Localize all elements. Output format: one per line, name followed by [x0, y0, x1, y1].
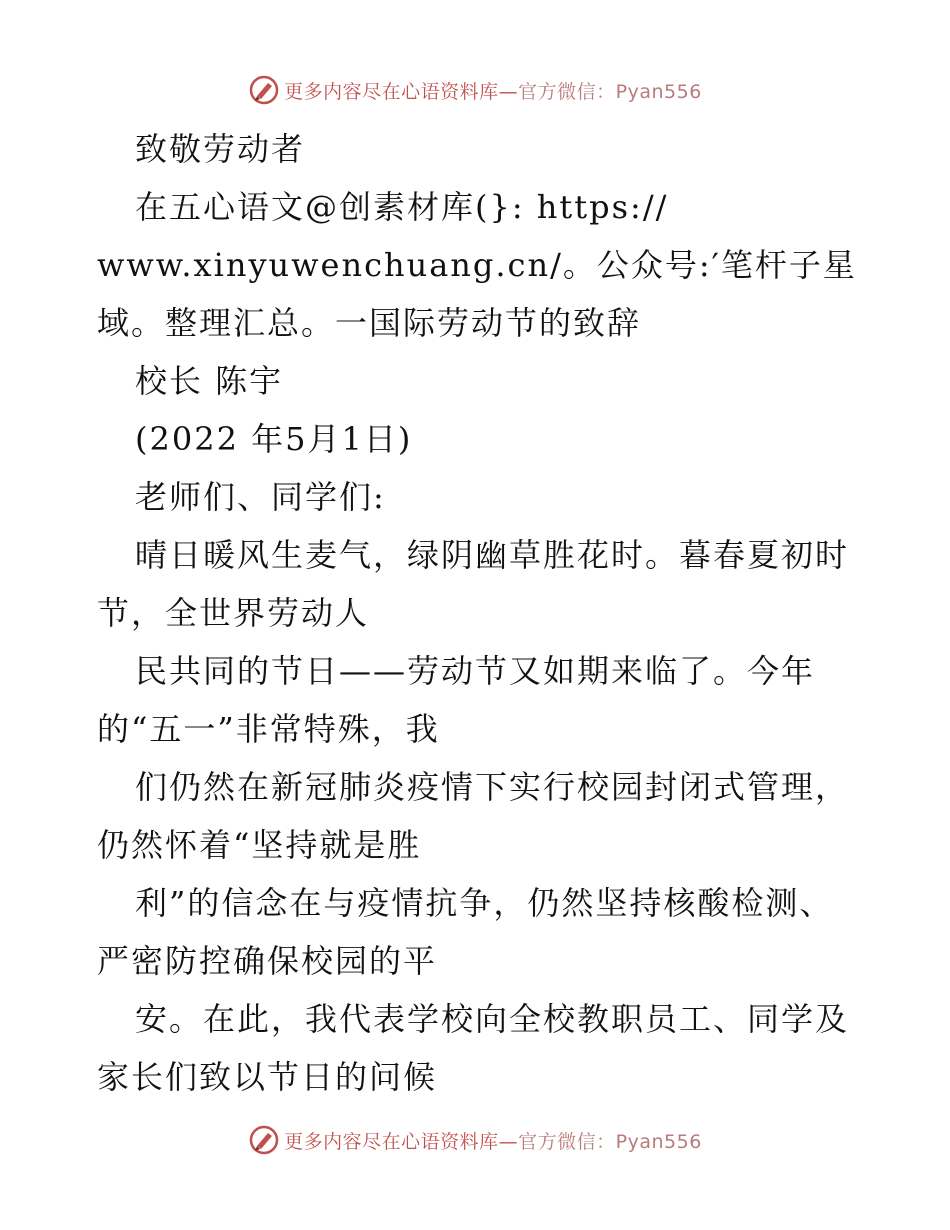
- text-line: 域。整理汇总。一国际劳动节的致辞: [97, 304, 642, 342]
- text-line: 仍然怀着“坚持就是胜: [97, 826, 422, 864]
- text-line: 安。在此，我代表学校向全校教职员工、同学及: [135, 1000, 850, 1038]
- text-line: 家长们致以节日的问候: [97, 1058, 438, 1096]
- text-line: 在五心语文@创素材库(}: https://: [135, 188, 669, 226]
- text-line: 晴日暖风生麦气，绿阴幽草胜花时。暮春夏初时: [135, 536, 850, 574]
- footer-watermark: [0, 1120, 950, 1160]
- text-line: 校长 陈宇: [135, 362, 284, 400]
- document-body: [97, 120, 867, 1106]
- text-line: 民共同的节日——劳动节又如期来临了。今年: [135, 652, 816, 690]
- watermark-text: 更多内容尽在心语资料库—官方微信：Pyan556: [284, 80, 702, 103]
- text-line: 节，全世界劳动人: [97, 594, 370, 632]
- header-watermark: [0, 70, 950, 110]
- text-line: 的“五一”非常特殊，我: [97, 710, 440, 748]
- brand-logo-icon: [248, 74, 280, 106]
- text-line: (2022 年5月1日): [135, 420, 413, 458]
- text-line: 老师们、同学们:: [135, 478, 386, 516]
- text-line: 们仍然在新冠肺炎疫情下实行校园封闭式管理，: [135, 768, 850, 806]
- brand-logo-icon: [248, 1124, 280, 1156]
- text-line: 严密防控确保校园的平: [97, 942, 438, 980]
- text-line: 利”的信念在与疫情抗争，仍然坚持核酸检测、: [135, 884, 834, 922]
- watermark-text: 更多内容尽在心语资料库—官方微信：Pyan556: [284, 1130, 702, 1153]
- text-line: www.xinyuwenchuang.cn/。公众号:′笔杆子星: [97, 246, 857, 284]
- text-line: 致敬劳动者: [135, 130, 306, 168]
